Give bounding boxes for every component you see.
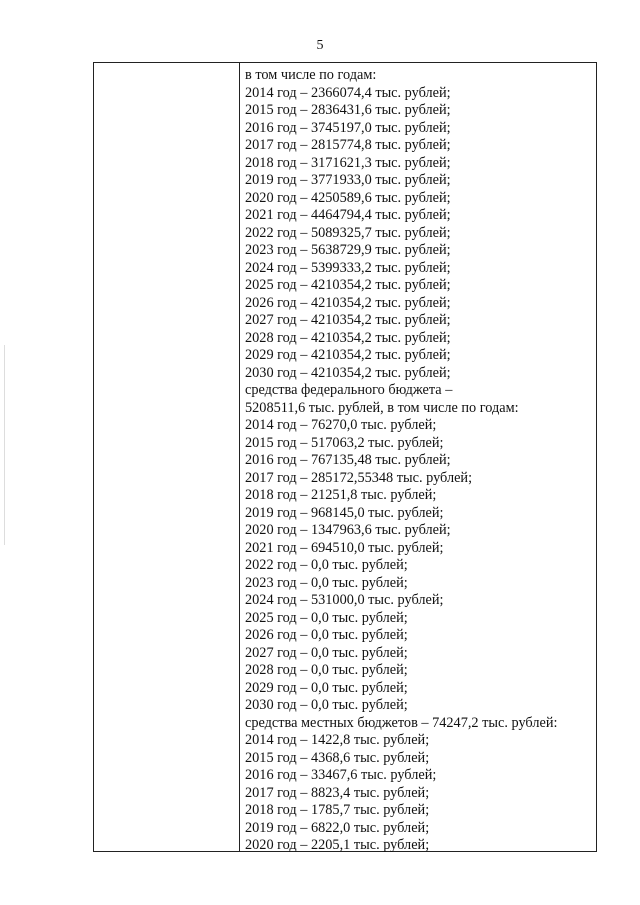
text-line: 2029 год – 0,0 тыс. рублей; bbox=[245, 679, 408, 696]
text-line: 2024 год – 5399333,2 тыс. рублей; bbox=[245, 259, 451, 276]
text-line: 2017 год – 2815774,8 тыс. рублей; bbox=[245, 137, 451, 153]
text-line: 2017 год – 285172,55348 тыс. рублей; bbox=[245, 469, 473, 486]
text-line: средства федерального бюджета – bbox=[245, 382, 453, 398]
text-line: 2024 год – 531000,0 тыс. рублей; bbox=[245, 592, 444, 608]
text-line: 2020 год – 2205,1 тыс. рублей; bbox=[245, 837, 430, 853]
text-line: средства местных бюджетов – 74247,2 тыс. рублей: bbox=[245, 714, 558, 731]
text-line: 2016 год – 3745197,0 тыс. рублей; bbox=[245, 119, 451, 136]
text-line: 2022 год – 0,0 тыс. рублей; bbox=[245, 557, 408, 573]
text-line: 2022 год – 5089325,7 тыс. рублей; bbox=[245, 224, 451, 241]
text-line: 2025 год – 4210354,2 тыс. рублей; bbox=[245, 277, 451, 293]
text-line: 2019 год – 3771933,0 тыс. рублей; bbox=[245, 172, 451, 188]
text-line: 2028 год – 4210354,2 тыс. рублей; bbox=[245, 329, 451, 346]
column-divider bbox=[239, 63, 240, 851]
text-line: 2027 год – 4210354,2 тыс. рублей; bbox=[245, 312, 451, 328]
text-line: 2016 год – 767135,48 тыс. рублей; bbox=[245, 452, 451, 468]
text-line: 2019 год – 968145,0 тыс. рублей; bbox=[245, 504, 444, 521]
text-line: 2020 год – 1347963,6 тыс. рублей; bbox=[245, 522, 451, 538]
text-line: 2023 год – 5638729,9 тыс. рублей; bbox=[245, 242, 451, 258]
text-line: 2017 год – 8823,4 тыс. рублей; bbox=[245, 784, 430, 801]
text-line: 2014 год – 1422,8 тыс. рублей; bbox=[245, 732, 430, 748]
text-line: 2019 год – 6822,0 тыс. рублей; bbox=[245, 819, 430, 836]
text-line: 2016 год – 33467,6 тыс. рублей; bbox=[245, 767, 437, 783]
document-table bbox=[93, 62, 597, 852]
text-line: 5208511,6 тыс. рублей, в том числе по годам: bbox=[245, 399, 519, 416]
page-number: 5 bbox=[316, 38, 324, 53]
scan-margin-mark bbox=[4, 345, 5, 545]
text-line: 2023 год – 0,0 тыс. рублей; bbox=[245, 574, 408, 591]
text-line: 2027 год – 0,0 тыс. рублей; bbox=[245, 644, 408, 661]
text-line: 2015 год – 517063,2 тыс. рублей; bbox=[245, 434, 444, 451]
text-line: 2018 год – 1785,7 тыс. рублей; bbox=[245, 802, 430, 818]
text-line: 2015 год – 4368,6 тыс. рублей; bbox=[245, 749, 430, 766]
text-line: 2018 год – 3171621,3 тыс. рублей; bbox=[245, 154, 451, 171]
text-line: 2021 год – 4464794,4 тыс. рублей; bbox=[245, 207, 451, 223]
text-line: 2021 год – 694510,0 тыс. рублей; bbox=[245, 539, 444, 556]
text-line: 2014 год – 76270,0 тыс. рублей; bbox=[245, 417, 437, 433]
text-line: 2025 год – 0,0 тыс. рублей; bbox=[245, 609, 408, 626]
text-line: 2015 год – 2836431,6 тыс. рублей; bbox=[245, 102, 451, 118]
text-line: 2030 год – 4210354,2 тыс. рублей; bbox=[245, 364, 451, 381]
text-line: в том числе по годам: bbox=[245, 67, 377, 83]
text-line: 2026 год – 0,0 тыс. рублей; bbox=[245, 627, 408, 643]
text-line: 2029 год – 4210354,2 тыс. рублей; bbox=[245, 347, 451, 363]
text-line: 2028 год – 0,0 тыс. рублей; bbox=[245, 662, 408, 678]
text-line: 2030 год – 0,0 тыс. рублей; bbox=[245, 697, 408, 713]
text-line: 2020 год – 4250589,6 тыс. рублей; bbox=[245, 189, 451, 206]
text-line: 2014 год – 2366074,4 тыс. рублей; bbox=[245, 84, 451, 101]
text-line: 2026 год – 4210354,2 тыс. рублей; bbox=[245, 294, 451, 311]
text-line: 2018 год – 21251,8 тыс. рублей; bbox=[245, 487, 437, 503]
funding-cell bbox=[245, 67, 592, 851]
